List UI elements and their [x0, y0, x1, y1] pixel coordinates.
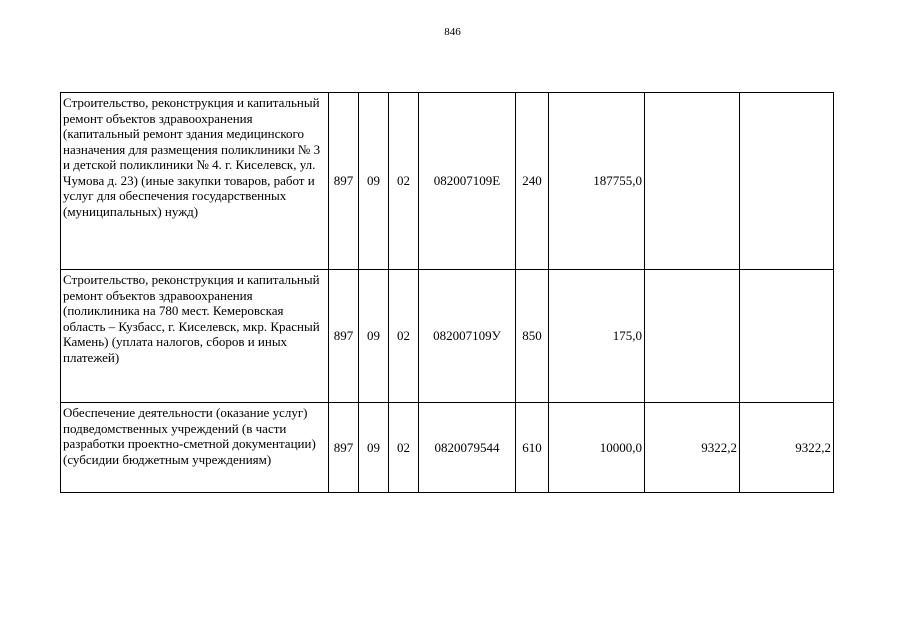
row-name-cell: Строительство, реконструкция и капитальный ремонт объектов здравоохранения (капитальный ремонт здания медицинского назначения для размещения поликлиники № 3 и детской поликлиники № 4. г. Киселевск, ул. Чумова д. 23) (иные закупки товаров, работ и услуг для обеспечения государственных (муниципальных) нужд)	[61, 93, 329, 270]
sum-year1-cell: 10000,0	[549, 403, 645, 493]
budget-table	[60, 92, 834, 493]
sum-year3-cell	[740, 93, 834, 270]
sum-year2-cell: 9322,2	[645, 403, 740, 493]
table-row	[61, 403, 834, 493]
expense-type-cell: 240	[516, 93, 549, 270]
sum-year1-cell: 187755,0	[549, 93, 645, 270]
sum-year1-cell: 175,0	[549, 270, 645, 403]
ministry-code-cell: 897	[329, 403, 359, 493]
ministry-code-cell: 897	[329, 270, 359, 403]
subsection-cell: 02	[389, 93, 419, 270]
sum-year2-cell	[645, 270, 740, 403]
section-cell: 09	[359, 403, 389, 493]
page-number: 846	[444, 26, 461, 38]
expense-type-cell: 610	[516, 403, 549, 493]
row-name-cell: Обеспечение деятельности (оказание услуг) подведомственных учреждений (в части разработки проектно-сметной документации) (субсидии бюджетным учреждениям)	[61, 403, 329, 493]
row-name-cell: Строительство, реконструкция и капитальный ремонт объектов здравоохранения (поликлиника на 780 мест. Кемеровская область – Кузбасс, г. Киселевск, мкр. Красный Камень) (уплата налогов, сборов и иных платежей)	[61, 270, 329, 403]
table-row	[61, 270, 834, 403]
ministry-code-cell: 897	[329, 93, 359, 270]
subsection-cell: 02	[389, 403, 419, 493]
subsection-cell: 02	[389, 270, 419, 403]
expense-type-cell: 850	[516, 270, 549, 403]
sum-year2-cell	[645, 93, 740, 270]
section-cell: 09	[359, 93, 389, 270]
target-article-cell: 0820079544	[419, 403, 516, 493]
sum-year3-cell: 9322,2	[740, 403, 834, 493]
table-row	[61, 93, 834, 270]
section-cell: 09	[359, 270, 389, 403]
sum-year3-cell	[740, 270, 834, 403]
target-article-cell: 082007109У	[419, 270, 516, 403]
target-article-cell: 082007109Е	[419, 93, 516, 270]
